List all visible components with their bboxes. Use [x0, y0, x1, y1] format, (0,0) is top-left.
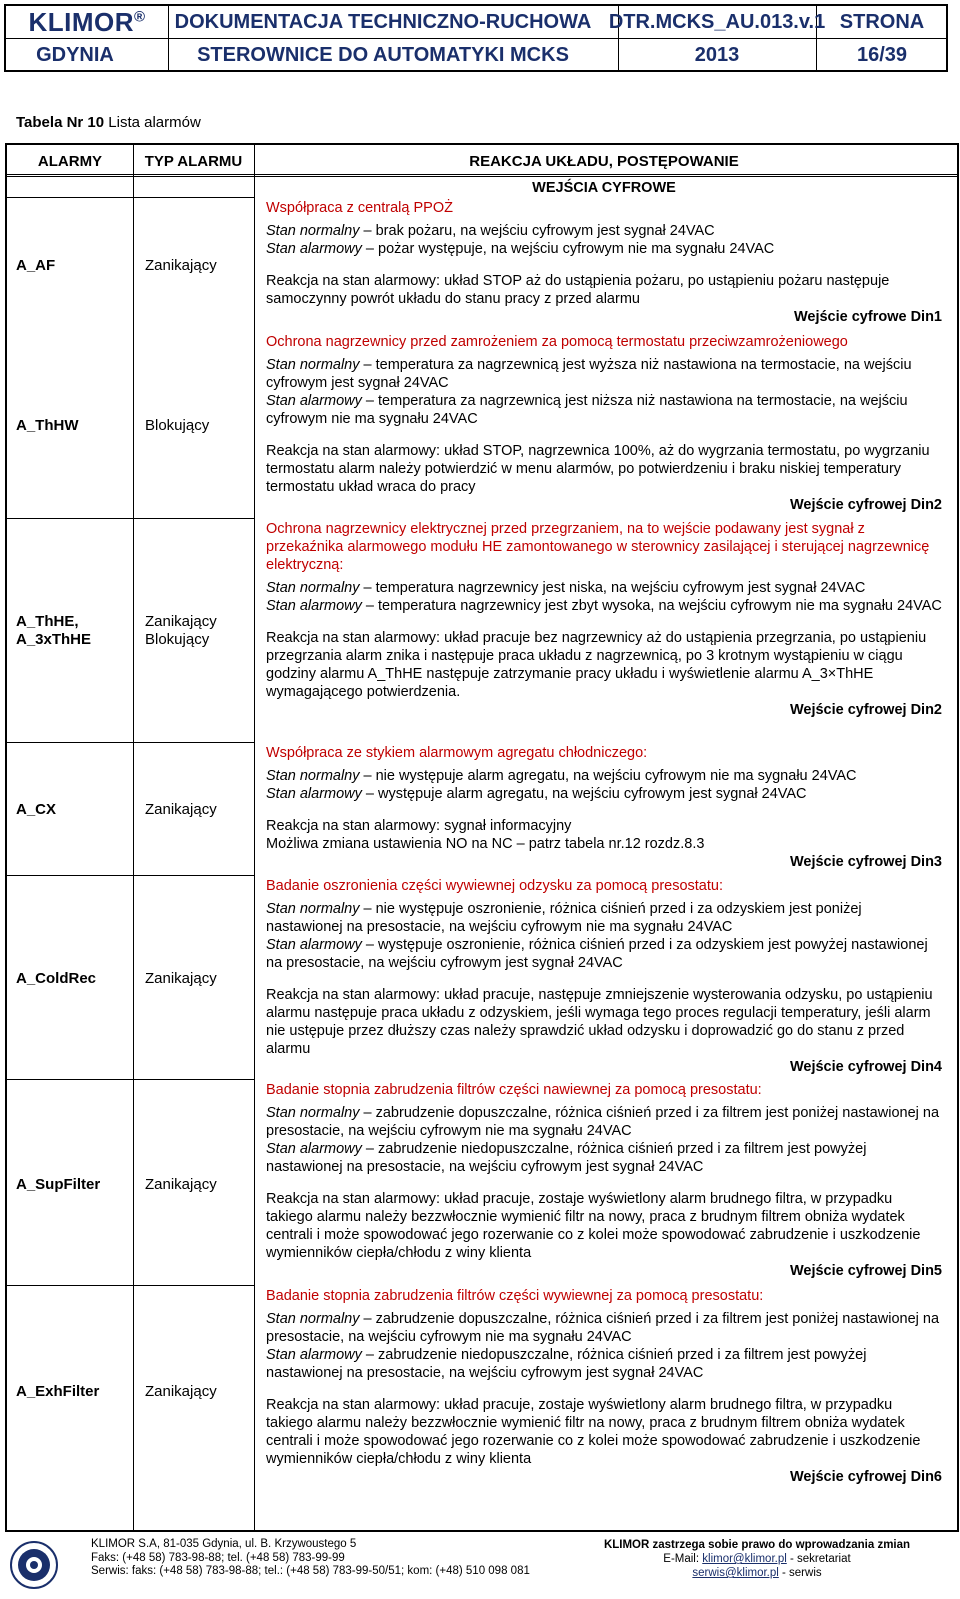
section-title: WEJŚCIA CYFROWE: [532, 180, 676, 196]
alarm-table: [5, 143, 959, 1532]
page-label: STRONA: [839, 10, 925, 33]
page-footer: [5, 1536, 959, 1596]
col-header-alarms: ALARMY: [37, 152, 103, 170]
email-link-office[interactable]: klimor@klimor.pl: [702, 1553, 787, 1565]
alarm-type: Zanikający: [145, 1383, 217, 1400]
alarm-description: Badanie stopnia zabrudzenia filtrów części nawiewnej za pomocą presostatu: Stan normalny – zabrudzenie dopuszczalne, różnica ciśnień przed i za filtrem jest poniżej nastawionej na presostacie, na wejściu cyfrowym nie ma sygnału 24VAC Stan alarmowy – zabrudzenie niedopuszczalne, różnica ciśnień przed i za filtrem jest powyżej nastawionej na presostacie, na wejściu cyfrowym jest sygnał 24VAC Reakcja na stan alarmowy: układ pracuje, zostaje wyświetlony alarm brudnego filtra, w przypadku takiego alarmu należy bezzwłocznie wymienić filtr na nowy, praca z brudnym filtrem obniża wydatek centrali i może spowodować jego rozerwanie co z kolei może spowodować zabrudzenie i uszkodzenie wymienników ciepła/chłodu z winy klienta Wejście cyfrowej Din5: [266, 1082, 942, 1279]
alarm-name: A_AF: [16, 257, 56, 274]
company-contact: KLIMOR zastrzega sobie prawo do wprowadzania zmian E-Mail: klimor@klimor.pl - sekretariat serwis@klimor.pl - serwis: [603, 1539, 911, 1579]
col-header-type: TYP ALARMU: [144, 152, 243, 170]
alarm-type: Zanikający Blokujący: [145, 613, 217, 648]
alarm-type: Zanikający: [145, 801, 217, 818]
alarm-name: A_ThHW: [16, 417, 79, 434]
alarm-description: Współpraca ze stykiem alarmowym agregatu chłodniczego: Stan normalny – nie występuje alarm agregatu, na wejściu cyfrowym nie ma sygnału 24VAC Stan alarmowy – występuje alarm agregatu, na wejściu cyfrowym jest sygnał 24VAC Reakcja na stan alarmowy: sygnał informacyjny Możliwa zmiana ustawienia NO na NC – patrz tabela nr.12 rozdz.8.3 Wejście cyfrowej Din3: [266, 745, 942, 870]
alarm-description: Ochrona nagrzewnicy elektrycznej przed przegrzaniem, na to wejście podawany jest sygnał z przekaźnika alarmowego modułu HE zamontowanego w sterownicy zasilającej i sterującej nagrzewnicę elektryczną: Stan normalny – temperatura nagrzewnicy jest niska, na wejściu cyfrowym jest sygnał 24VAC Stan alarmowy – temperatura nagrzewnicy jest zbyt wysoka, na wejściu cyfrowym nie ma sygnału 24VAC Reakcja na stan alarmowy: układ pracuje bez nagrzewnicy aż do ustąpienia przegrzania, po ustąpieniu przegrzania alarm znika i następuje praca układu z nagrzewnicą, po 3 krotnym wystąpieniu w ciągu godziny alarmu A_ThHE następuje zatrzymanie pracy układu i wyświetlenie alarmu A_3×ThHE wymagającego potwierdzenia. Wejście cyfrowej Din2: [266, 521, 942, 718]
doc-year: 2013: [694, 43, 740, 66]
doc-subtitle: STEROWNICE DO AUTOMATYKI MCKS: [197, 43, 569, 66]
alarm-type: Zanikający: [145, 1176, 217, 1193]
doc-title: DOKUMENTACJA TECHNICZNO-RUCHOWA: [174, 10, 592, 33]
document-header: [4, 4, 948, 72]
alarm-name: A_ColdRec: [16, 970, 97, 987]
page-number: 16/39: [856, 43, 908, 66]
alarm-description: Ochrona nagrzewnicy przed zamrożeniem za pomocą termostatu przeciwzamrożeniowego Stan normalny – temperatura za nagrzewnicą jest wyższa niż nastawiona na termostacie, na wejściu cyfrowym jest sygnał 24VAC Stan alarmowy – temperatura za nagrzewnicą jest niższa niż nastawiona na termostacie, na wejściu cyfrowym nie ma sygnału 24VAC Reakcja na stan alarmowy: układ STOP, nagrzewnica 100%, aż do wygrzania termostatu, po wygrzaniu termostatu alarm należy potwierdzić w menu alarmów, po potwierdzeniu i braku niskiej temperatury termostatu układ wraca do pracy Wejście cyfrowej Din2: [266, 334, 942, 513]
table-caption: Tabela Nr 10 Lista alarmów: [16, 114, 201, 131]
alarm-type: Blokujący: [145, 417, 210, 434]
alarm-type: Zanikający: [145, 257, 217, 274]
alarm-description: Badanie stopnia zabrudzenia filtrów części wywiewnej za pomocą presostatu: Stan normalny – zabrudzenie dopuszczalne, różnica ciśnień przed i za filtrem jest poniżej nastawionej na presostacie, na wejściu cyfrowym nie ma sygnału 24VAC Stan alarmowy – zabrudzenie niedopuszczalne, różnica ciśnień przed i za filtrem jest powyżej nastawionej na presostacie, na wejściu cyfrowym jest sygnał 24VAC Reakcja na stan alarmowy: układ pracuje, zostaje wyświetlony alarm brudnego filtra, w przypadku takiego alarmu należy bezzwłocznie wymienić filtr na nowy, praca z brudnym filtrem obniża wydatek centrali i może spowodować jego rozerwanie co z kolei może spowodować zabrudzenie i uszkodzenie wymienników ciepła/chłodu z winy klienta Wejście cyfrowej Din6: [266, 1288, 942, 1485]
alarm-type: Zanikający: [145, 970, 217, 987]
col-header-reaction: REAKCJA UKŁADU, POSTĘPOWANIE: [469, 152, 739, 170]
alarm-name: A_ThHE, A_3xThHE: [16, 613, 92, 648]
company-logo: KLIMOR®: [28, 6, 146, 37]
company-address: KLIMOR S.A, 81-035 Gdynia, ul. B. Krzywoustego 5 Faks: (+48 58) 783-98-88; tel. (+48 58) 783-99-99 Serwis: faks: (+48 58) 783-98-88; tel.: (+48 58) 783-99-50/51; kom: (+48) 510 098 081: [91, 1538, 530, 1577]
alarm-description: Badanie oszronienia części wywiewnej odzysku za pomocą presostatu: Stan normalny – nie występuje oszronienie, różnica ciśnień przed i za odzyskiem jest poniżej nastawionej na presostacie, na wejściu cyfrowym nie ma sygnału 24VAC Stan alarmowy – występuje oszronienie, różnica ciśnień przed i za odzyskiem jest powyżej nastawionej na presostacie, na wejściu cyfrowym jest sygnał 24VAC Reakcja na stan alarmowy: układ pracuje, następuje zmniejszenie wysterowania odzysku, po ustąpieniu alarmu następuje praca układu z odzyskiem, jeśli wymaga tego proces regulacji temperatury, jeśli alarm nie ustępuje przez dłuższy czas należy sprawdzić układ odzysku i doprowadzić go do stanu z przed alarmu Wejście cyfrowej Din4: [266, 878, 942, 1075]
klimor-logo-icon: [9, 1540, 59, 1590]
email-link-service[interactable]: serwis@klimor.pl: [692, 1567, 779, 1579]
alarm-name: A_SupFilter: [16, 1176, 101, 1193]
alarm-description: Współpraca z centralą PPOŻ Stan normalny – brak pożaru, na wejściu cyfrowym jest sygnał 24VAC Stan alarmowy – pożar występuje, na wejściu cyfrowym nie ma sygnału 24VAC Reakcja na stan alarmowy: układ STOP aż do ustąpienia pożaru, po ustąpieniu pożaru następuje samoczynny powrót układu do stanu pracy z przed alarmu Wejście cyfrowe Din1: [266, 200, 942, 325]
alarm-name: A_ExhFilter: [16, 1383, 100, 1400]
alarm-name: A_CX: [16, 801, 57, 818]
doc-code: DTR.MCKS_AU.013.v.1: [608, 10, 826, 33]
city: GDYNIA: [36, 43, 114, 66]
